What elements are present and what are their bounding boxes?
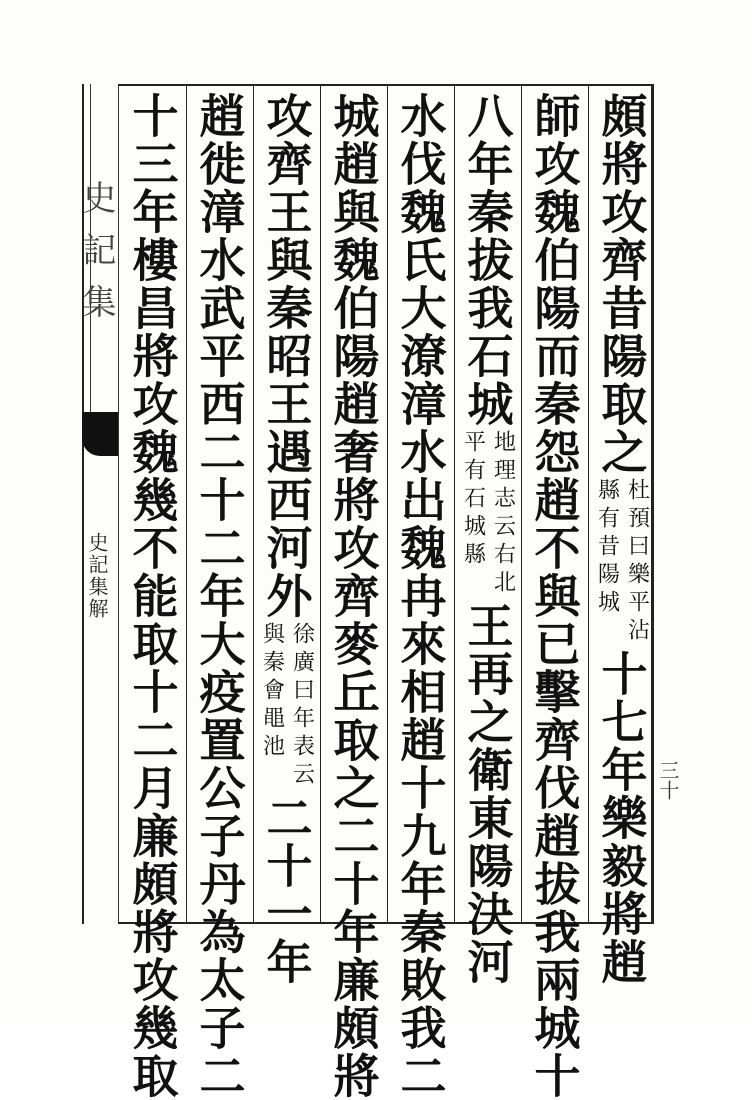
column-divider	[588, 86, 589, 922]
column-divider	[454, 86, 455, 922]
main-text: 水伐魏氏大潦漳水出魏冉來相趙十九年秦敗我二	[393, 92, 448, 1100]
main-text: 十三年樓昌將攻魏幾不能取十二月廉頗將攻幾取	[125, 92, 180, 1100]
column-divider	[387, 86, 388, 922]
column-divider	[521, 86, 522, 922]
column-divider	[253, 86, 254, 922]
fold-margin-text: 史記集	[76, 180, 116, 336]
column-divider	[186, 86, 187, 922]
commentary-note	[594, 478, 650, 646]
commentary-line: 縣有昔陽城	[594, 478, 620, 618]
text-column	[390, 92, 452, 1100]
page-number: 三十	[656, 760, 680, 800]
text-frame	[118, 84, 654, 1100]
main-text: 十七年樂毅將趙	[594, 650, 649, 986]
book-title: 史記集解	[85, 532, 109, 620]
text-column	[122, 92, 184, 1100]
commentary-note	[460, 430, 516, 598]
fish-tail-mark	[82, 412, 118, 456]
text-column	[323, 92, 385, 1100]
commentary-line: 平有石城縣	[460, 430, 486, 570]
main-text: 趙徙漳水武平西二十二年大疫置公子丹為太子二	[192, 92, 247, 1100]
main-text: 八年秦拔我石城	[460, 92, 515, 428]
page-margin	[0, 84, 118, 924]
commentary-line: 與秦會黽池	[259, 622, 285, 762]
commentary-line: 杜預曰樂平沾	[624, 478, 650, 646]
column-divider	[320, 86, 321, 922]
commentary-line: 地理志云右北	[490, 430, 516, 598]
main-text: 王再之衛東陽決河	[460, 602, 515, 986]
text-column	[256, 92, 318, 986]
main-text: 城趙與魏伯陽趙奢將攻齊麥丘取之二十年廉頗將	[326, 92, 381, 1100]
main-text: 頗將攻齊昔陽取之	[594, 92, 649, 476]
commentary-note	[259, 622, 315, 790]
commentary-line: 徐廣曰年表云	[289, 622, 315, 790]
main-text: 師攻魏伯陽而秦怨趙不與已擊齊伐趙拔我兩城十	[527, 92, 582, 1100]
main-text: 二十一年	[259, 794, 314, 986]
text-column	[457, 92, 519, 986]
main-text: 攻齊王與秦昭王遇西河外	[259, 92, 314, 620]
text-column	[189, 92, 251, 1100]
text-column	[591, 92, 653, 986]
text-column	[524, 92, 586, 1100]
